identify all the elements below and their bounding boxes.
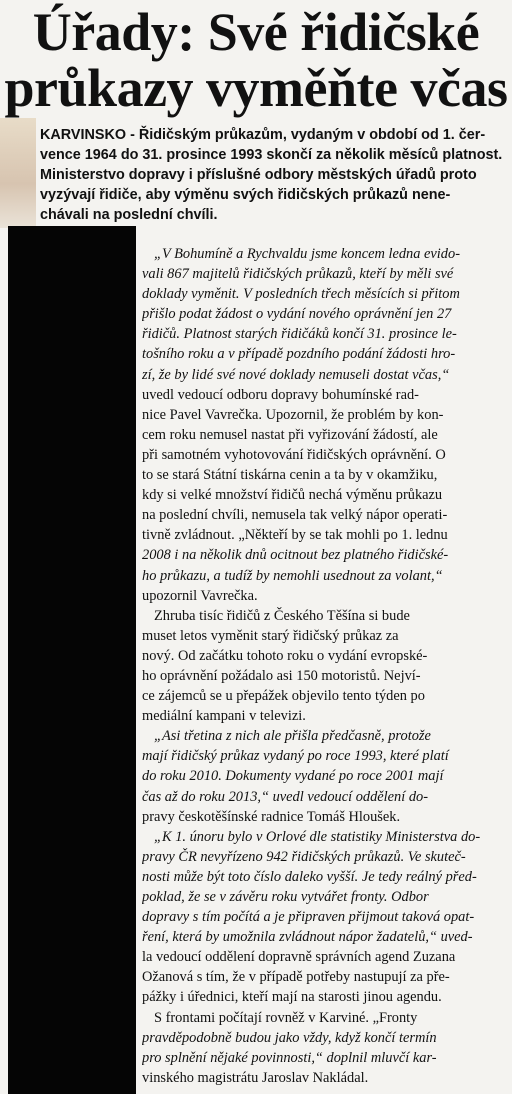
body-line: ho průkazu, a tudíž by nemohli usednout za volant,“ <box>142 567 443 584</box>
body-line: vinského magistrátu Jaroslav Nakládal. <box>142 1069 369 1086</box>
body-line: to se stará Státní tiskárna cenin a ta by v okamžiku, <box>142 467 438 484</box>
body-line: ce zájemců se u přepážek objevilo tento týden po <box>142 688 425 705</box>
body-line: tošního roku a v případě pozdního podání žádosti hro- <box>142 346 456 363</box>
body-line: při samotném vyhotovování řidičských oprávnění. O <box>142 446 446 463</box>
headline-line-1: Úřady: Své řidičské <box>32 2 480 62</box>
body-line: poklad, že se v závěru roku vytvářet fronty. Odbor <box>142 889 429 905</box>
body-line: dopravy s tím počítá a je připraven přijmout taková opat- <box>142 909 475 926</box>
body-line: pro splnění nějaké povinnosti,“ doplnil mluvčí kar- <box>142 1049 437 1066</box>
body-line: doklady vyměnit. V posledních třech měsících si přitom <box>142 286 460 303</box>
lead-line: Ministerstvo dopravy i příslušné odbory městských úřadů proto <box>40 167 477 183</box>
body-line: mají řidičský průkaz vydaný po roce 1993, které platí <box>142 748 449 765</box>
headline <box>0 4 512 116</box>
body-line: nice Pavel Vavrečka. Upozornil, že problém by kon- <box>142 406 444 423</box>
lead-line: chávali na poslední chvíli. <box>40 207 218 223</box>
body-line: uvedl vedoucí odboru dopravy bohumínské rad- <box>142 386 419 403</box>
body-line: nový. Od začátku tohoto roku o vydání evropské- <box>142 647 428 664</box>
lead-line: vence 1964 do 31. prosince 1993 skončí za několik měsíců platnost. <box>40 147 503 163</box>
body-line: pravděpodobně budou jako vždy, když končí termín <box>142 1029 437 1046</box>
body-line: Zhruba tisíc řidičů z Českého Těšína si bude <box>154 607 410 624</box>
body-line: cem roku nemusel nastat při vyřizování žádostí, ale <box>142 426 438 443</box>
body-line: kdy si velké množství řidičů nechá výměnu průkazu <box>142 487 443 504</box>
body-line: „K 1. únoru bylo v Orlové dle statistiky Ministerstva do- <box>154 828 481 845</box>
headline-line-2: průkazy vyměňte včas <box>4 58 508 118</box>
body-line: na poslední chvíli, nemusela tak velký nápor operati- <box>142 507 448 524</box>
body-line: 2008 i na několik dnů ocitnout bez platného řidičské- <box>142 547 449 564</box>
body-line: „Asi třetina z nich ale přišla předčasně, protože <box>154 728 431 745</box>
body-line: řidičů. Platnost starých řidičáků končí 31. prosince le- <box>142 326 457 343</box>
body-line: „V Bohumíně a Rychvaldu jsme koncem ledna evido- <box>154 246 460 262</box>
body-line: S frontami počítají rovněž v Karviné. „Fronty <box>154 1009 418 1026</box>
body-line: vali 867 majitelů řidičských průkazů, kteří by měli své <box>142 266 454 283</box>
body-line: do roku 2010. Dokumenty vydané po roce 2001 mají <box>142 768 444 785</box>
body-line: pravy českotěšínské radnice Tomáš Hloušek. <box>142 808 401 825</box>
body-line: muset letos vyměnit starý řidičský průkaz za <box>142 627 399 644</box>
body-line: ho oprávnění požádalo asi 150 motoristů. Nejví- <box>142 667 421 684</box>
lead-paragraph <box>40 125 506 225</box>
body-line: la vedoucí oddělení dopravně správních agend Zuzana <box>142 949 456 966</box>
body-line: pážky i úřednici, kteří mají na starosti jinou agendu. <box>142 989 442 1006</box>
body-line: tivně zvládnout. „Někteří by se tak mohli po 1. lednu <box>142 527 448 544</box>
photo-edge <box>0 118 36 228</box>
lead-line: KARVINSKO - Řidičským průkazům, vydaným v období od 1. čer- <box>40 127 486 143</box>
redacted-block <box>8 226 136 1094</box>
body-line: nosti může být toto číslo daleko vyšší. Je tedy reálný před- <box>142 868 477 885</box>
body-line: ření, která by umožnila zvládnout nápor žadatelů,“ uved- <box>142 929 473 946</box>
body-line: zí, že by lidé své nové doklady nemuseli dostat včas,“ <box>142 366 450 383</box>
body-line: upozornil Vavrečka. <box>142 587 258 604</box>
body-line: mediální kampani v televizi. <box>142 708 306 725</box>
body-line: čas až do roku 2013,“ uvedl vedoucí oddělení do- <box>142 788 429 805</box>
article-body <box>142 244 506 1088</box>
lead-line: vyzývají řidiče, aby výměnu svých řidičských průkazů nene- <box>40 187 451 203</box>
body-line: Ožanová s tím, že v případě potřeby nastupují za pře- <box>142 969 450 986</box>
body-line: pravy ČR nevyřízeno 942 řidičských průkazů. Ve skuteč- <box>142 848 466 865</box>
body-line: přišlo podat žádost o vydání nového oprávnění jen 27 <box>142 306 452 323</box>
